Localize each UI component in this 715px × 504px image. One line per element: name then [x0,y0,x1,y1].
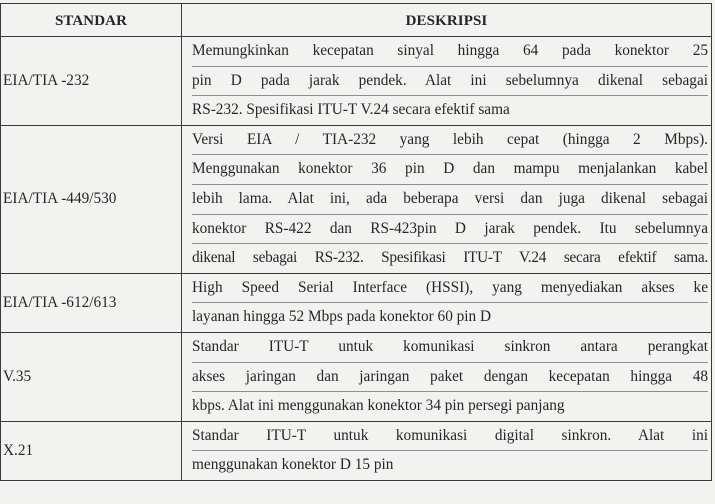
standard-cell: EIA/TIA -232 [1,37,182,126]
table-row [1,273,712,332]
description-cell [182,273,712,332]
table-header-row [1,4,712,37]
description-cell [182,332,712,421]
description-line: kbps. Alat ini menggunakan konektor 34 pin persegi panjang [192,397,565,415]
table-row [1,125,712,273]
description-line: RS-232. Spesifikasi ITU-T V.24 secara efektif sama [192,101,510,119]
standard-cell: EIA/TIA -612/613 [1,273,182,332]
description-line: Memungkinkan kecepatan sinyal hingga 64 pada konektor 25 [192,37,708,67]
description-line: Standar ITU-T untuk komunikasi sinkron antara perangkat [192,333,708,363]
description-line: pin D pada jarak pendek. Alat ini sebelumnya dikenal sebagai [192,67,708,97]
description-line: akses jaringan dan jaringan paket dengan kecepatan hingga 48 [192,363,708,393]
description-cell [182,421,712,480]
standard-cell: X.21 [1,421,182,480]
description-cell [182,37,712,126]
description-line: High Speed Serial Interface (HSSI), yang menyediakan akses ke [192,274,708,304]
description-line: konektor RS-422 dan RS-423pin D jarak pendek. Itu sebelumnya [192,215,708,245]
description-cell [182,125,712,273]
description-line: Menggunakan konektor 36 pin D dan mampu menjalankan kabel [192,155,708,185]
standard-cell: V.35 [1,332,182,421]
description-line: layanan hingga 52 Mbps pada konektor 60 pin D [192,308,492,326]
description-line: dikenal sebagai RS-232. Spesifikasi ITU-T V.24 secara efektif sama. [192,249,708,267]
description-line: Versi EIA / TIA-232 yang lebih cepat (hingga 2 Mbps). [192,126,708,156]
standards-table [0,3,712,481]
description-line: Standar ITU-T untuk komunikasi digital sinkron. Alat ini [192,422,708,452]
table-row [1,421,712,480]
standard-cell: EIA/TIA -449/530 [1,125,182,273]
description-line: menggunakan konektor D 15 pin [192,456,394,474]
description-line: lebih lama. Alat ini, ada beberapa versi dan juga dikenal sebagai [192,185,708,215]
header-standard: STANDAR [1,4,182,37]
header-description: DESKRIPSI [182,4,712,37]
table-row [1,37,712,126]
table-row [1,332,712,421]
